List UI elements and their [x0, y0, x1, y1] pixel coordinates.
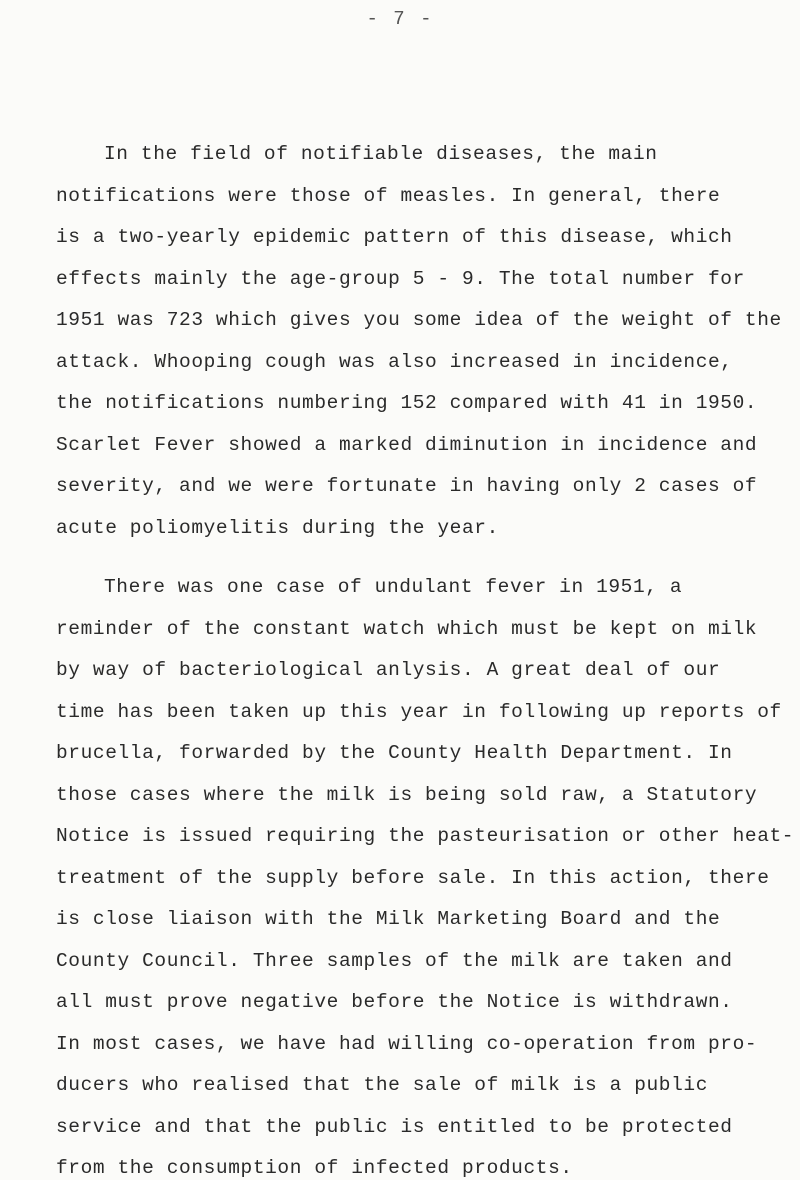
text-line: is a two-yearly epidemic pattern of this disease, which [56, 226, 733, 248]
text-line: effects mainly the age-group 5 - 9. The total number for [56, 267, 745, 290]
text-line: There was one case of undulant fever in 1951, a [104, 576, 683, 598]
text-line: Notice is issued requiring the pasteurisation or other heat- [56, 825, 795, 847]
text-line: In most cases, we have had willing co-operation from pro- [56, 1032, 758, 1055]
text-line: brucella, forwarded by the County Health Department. In [56, 742, 733, 764]
text-line: Scarlet Fever showed a marked diminution in incidence and [56, 433, 758, 456]
text-line: ducers who realised that the sale of milk is a public [56, 1074, 709, 1096]
text-line: treatment of the supply before sale. In this action, there [56, 866, 770, 889]
text-line: service and that the public is entitled to be protected [56, 1115, 733, 1138]
text-line: time has been taken up this year in following up reports of [56, 700, 782, 723]
text-line: reminder of the constant watch which must be kept on milk [56, 617, 758, 640]
text-line: those cases where the milk is being sold raw, a Statutory [56, 783, 758, 806]
text-line: the notifications numbering 152 compared with 41 in 1950. [56, 392, 758, 414]
text-line: acute poliomyelitis during the year. [56, 516, 499, 539]
text-line: attack. Whooping cough was also increased in incidence, [56, 350, 733, 373]
text-line: County Council. Three samples of the milk are taken and [56, 949, 733, 972]
text-line: all must prove negative before the Notice is withdrawn. [56, 991, 733, 1013]
text-line: 1951 was 723 which gives you some idea of the weight of the [56, 309, 782, 331]
text-line: notifications were those of measles. In general, there [56, 184, 721, 207]
text-line: In the field of notifiable diseases, the main [104, 143, 658, 165]
text-line: from the consumption of infected products. [56, 1157, 573, 1179]
text-line: by way of bacteriological anlysis. A great deal of our [56, 659, 721, 681]
page-number: - 7 - [366, 8, 434, 30]
text-line: severity, and we were fortunate in having only 2 cases of [56, 475, 758, 497]
text-line: is close liaison with the Milk Marketing Board and the [56, 908, 721, 930]
